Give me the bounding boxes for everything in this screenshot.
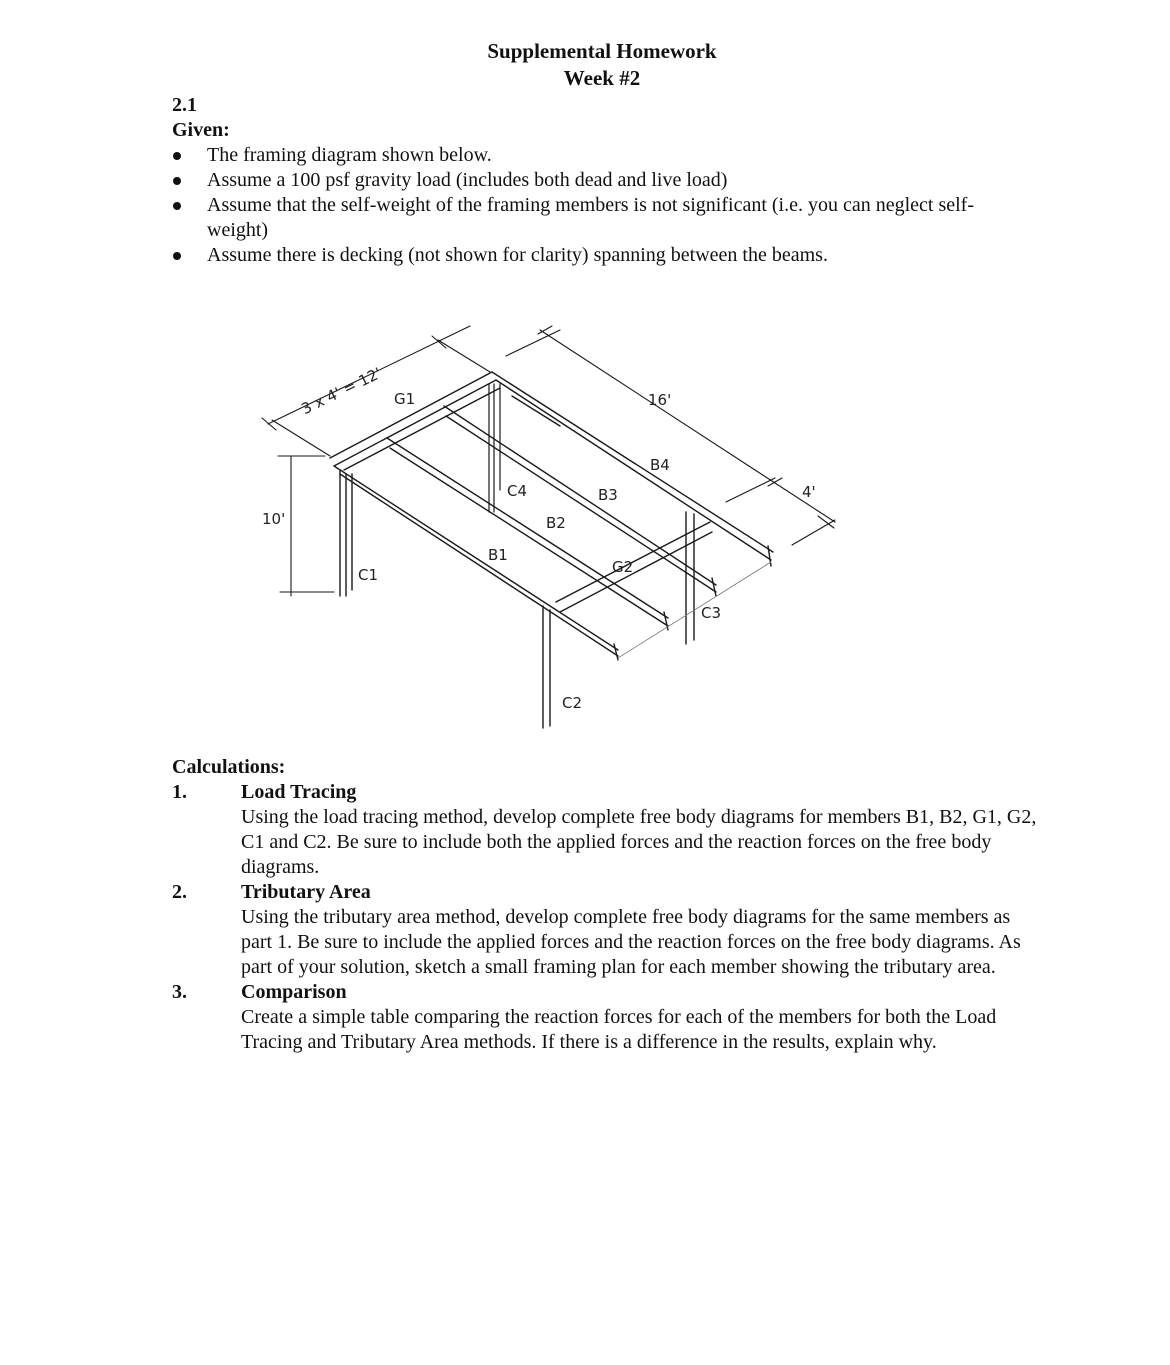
item-number: 1. xyxy=(172,781,187,803)
framing-diagram xyxy=(250,310,860,750)
g1-label: G1 xyxy=(394,390,416,408)
b1-label: B1 xyxy=(488,546,508,564)
item-body: Using the load tracing method, develop complete free body diagrams for members B1, B2, G1, G2, C1 and C2. Be sure to include both the applied forces and the reaction forces on the free body diagrams. xyxy=(241,806,1037,878)
calculations-section xyxy=(172,755,1042,1055)
calc-item-tributary-area xyxy=(172,880,1042,980)
item-body: Create a simple table comparing the reaction forces for each of the members for both the Load Tracing and Tributary Area methods. If there is a difference in the results, explain why. xyxy=(241,1006,997,1053)
calc-item-comparison xyxy=(172,980,1042,1055)
c3-label: C3 xyxy=(701,604,722,622)
given-list xyxy=(172,143,1032,268)
item-title: Tributary Area xyxy=(241,881,371,903)
calculations-heading: Calculations: xyxy=(172,756,286,778)
column-c2 xyxy=(543,606,550,728)
item-number: 2. xyxy=(172,881,187,903)
girder-span-label: 3 x 4' = 12' xyxy=(298,363,385,419)
c2-label: C2 xyxy=(562,694,583,712)
c4-label: C4 xyxy=(507,482,528,500)
document-title: Supplemental Homework xyxy=(487,39,717,63)
item-number: 3. xyxy=(172,981,187,1003)
item-body: Using the tributary area method, develop complete free body diagrams for the same members as part 1. Be sure to include the applied forces and the reaction forces on the free body diagrams. As part of your solution, sketch a small framing plan for each member showing the tributary area. xyxy=(241,906,1021,978)
column-c1 xyxy=(340,470,352,596)
b2-label: B2 xyxy=(546,514,566,532)
given-item: The framing diagram shown below. xyxy=(172,143,1032,168)
column-height-label: 10' xyxy=(262,510,286,528)
g2-label: G2 xyxy=(612,558,634,576)
beam-span-label: 16' xyxy=(648,391,672,409)
dimension-column-height xyxy=(278,456,334,596)
calc-item-load-tracing xyxy=(172,780,1042,880)
bullet-icon xyxy=(173,202,181,210)
given-item: Assume a 100 psf gravity load (includes both dead and live load) xyxy=(172,168,1032,193)
given-item: Assume that the self-weight of the framing members is not significant (i.e. you can neglect self-weight) xyxy=(172,193,1032,243)
bullet-icon xyxy=(173,177,181,185)
given-heading: Given: xyxy=(172,119,230,141)
item-title: Comparison xyxy=(241,981,347,1003)
b3-label: B3 xyxy=(598,486,618,504)
bullet-icon xyxy=(173,152,181,160)
column-c4 xyxy=(489,384,500,512)
c1-label: C1 xyxy=(358,566,379,584)
overhang-label: 4' xyxy=(802,483,816,501)
given-item: Assume there is decking (not shown for clarity) spanning between the beams. xyxy=(172,243,1032,268)
item-title: Load Tracing xyxy=(241,781,357,803)
document-subtitle: Week #2 xyxy=(563,66,641,90)
b4-label: B4 xyxy=(650,456,670,474)
problem-number: 2.1 xyxy=(172,94,197,116)
bullet-icon xyxy=(173,252,181,260)
